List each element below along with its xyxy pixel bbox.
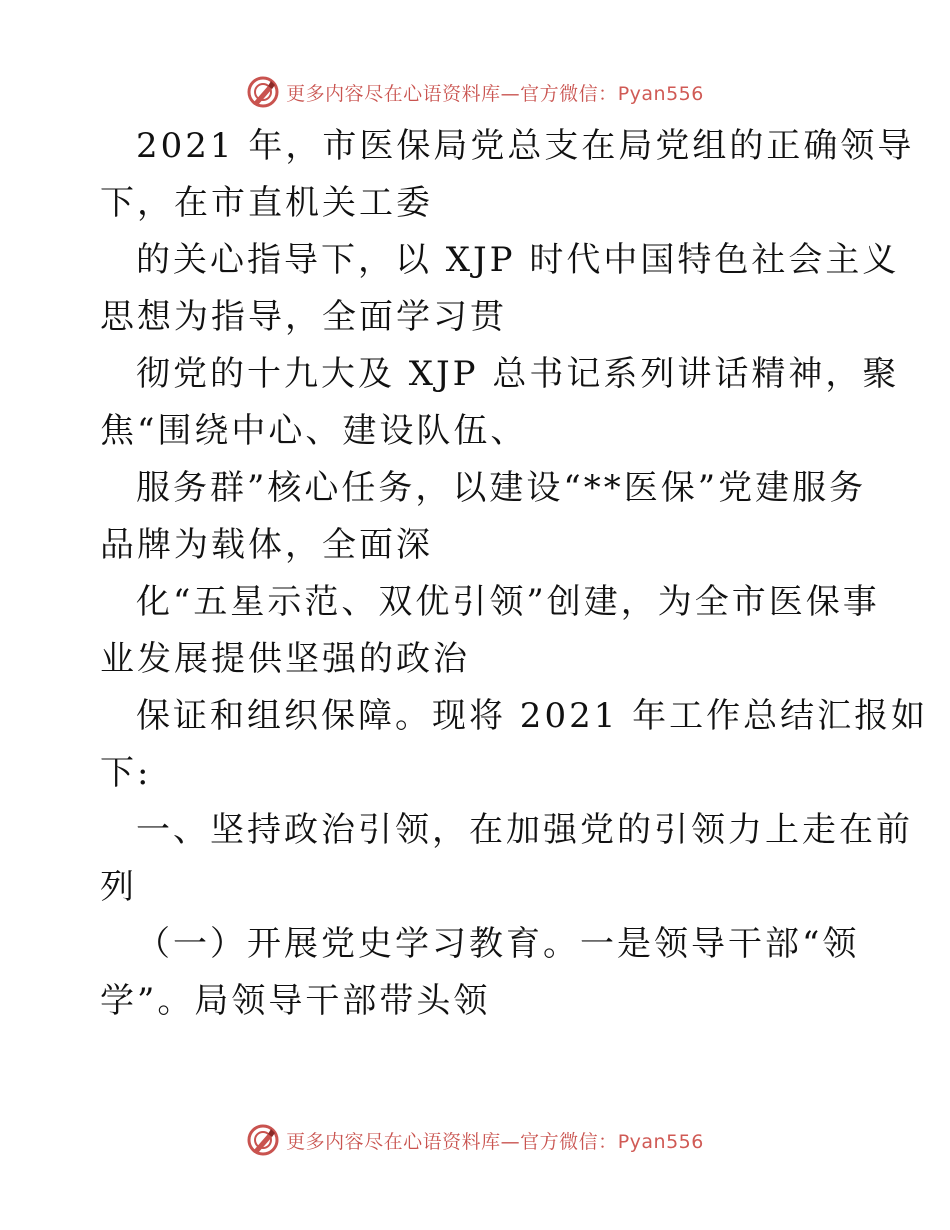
watermark-label: 官方微信： (520, 1130, 618, 1153)
paragraph-line: 的关心指导下，以 XJP 时代中国特色社会主义 (136, 240, 900, 280)
footer-watermark (0, 1120, 950, 1160)
paragraph-line: 业发展提供坚强的政治 (100, 639, 470, 679)
paragraph (100, 574, 880, 688)
paragraph-line: 彻党的十九大及 XJP 总书记系列讲话精神，聚 (136, 354, 900, 394)
watermark-separator: — (500, 1130, 521, 1153)
watermark-separator: — (500, 82, 521, 105)
paragraph-line: 焦“围绕中心、建设队伍、 (100, 411, 528, 451)
section-heading (100, 802, 913, 916)
paragraph (100, 688, 929, 802)
watermark-title: 更多内容尽在心语资料库 (286, 1130, 501, 1153)
paragraph-line: 下: (100, 753, 152, 793)
paragraph-line: 服务群”核心任务，以建设“**医保”党建服务 (136, 468, 867, 508)
paragraph-line: 2021 年，市医保局党总支在局党组的正确领导 (136, 126, 915, 166)
watermark-wechat-id: Pyan556 (617, 82, 704, 105)
paragraph (100, 232, 900, 346)
pen-logo-icon (246, 75, 280, 109)
paragraph-line: 思想为指导，全面学习贯 (100, 297, 507, 337)
paragraph (100, 118, 915, 232)
watermark-title: 更多内容尽在心语资料库 (286, 82, 501, 105)
paragraph-line: 下，在市直机关工委 (100, 183, 433, 223)
paragraph-line: 列 (100, 867, 137, 907)
watermark-label: 官方微信： (520, 82, 618, 105)
paragraph-line: 保证和组织保障。现将 2021 年工作总结汇报如 (136, 696, 929, 736)
subsection-paragraph (100, 916, 860, 1030)
pen-logo-icon (246, 1123, 280, 1157)
paragraph (100, 346, 900, 460)
paragraph (100, 460, 867, 574)
paragraph-line: 学”。局领导干部带头领 (100, 981, 491, 1021)
paragraph-line: 化“五星示范、双优引领”创建，为全市医保事 (136, 582, 880, 622)
watermark-text (286, 1127, 704, 1154)
document-body (100, 118, 929, 1030)
paragraph-line: （一）开展党史学习教育。一是领导干部“领 (136, 924, 860, 964)
watermark-wechat-id: Pyan556 (617, 1130, 704, 1153)
header-watermark (0, 72, 950, 112)
paragraph-line: 品牌为载体，全面深 (100, 525, 433, 565)
watermark-text (286, 79, 704, 106)
paragraph-line: 一、坚持政治引领，在加强党的引领力上走在前 (136, 810, 913, 850)
